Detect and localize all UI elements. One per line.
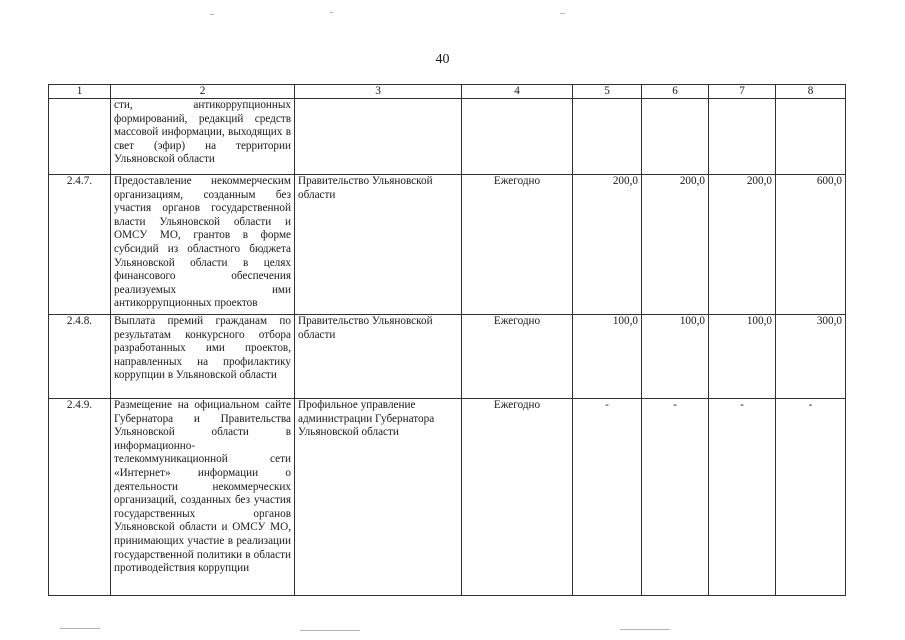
table-row: [49, 399, 846, 596]
item-value-6: [642, 99, 709, 175]
item-description: Размещение на официальном сайте Губернатора и Правительства Ульяновской области в информационно-телекоммуникационной сети «Интернет» информации о деятельности некоммерческих организаций, созданных без участия государственных органов Ульяновской области и ОМСУ МО, принимающих участие в реализации государственной политики в области противодействия коррупции: [111, 399, 295, 596]
program-table: [48, 84, 846, 596]
scan-speck: [620, 629, 670, 630]
item-value-8: 300,0: [776, 315, 846, 399]
item-number: 2.4.7.: [49, 175, 111, 315]
item-description: сти, антикоррупционных формирований, редакций средств массовой информации, выходящих в свет (эфир) на территории Ульяновской области: [111, 99, 295, 175]
item-value-7: 200,0: [709, 175, 776, 315]
scan-speck: [560, 13, 565, 14]
item-value-8: -: [776, 399, 846, 596]
page-number: 40: [435, 52, 450, 67]
item-number: [49, 99, 111, 175]
scan-speck: [330, 12, 333, 13]
item-value-6: -: [642, 399, 709, 596]
header-cell-2: 2: [111, 85, 295, 99]
header-cell-7: 7: [709, 85, 776, 99]
item-executor: Правительство Ульяновской области: [295, 175, 462, 315]
item-number: 2.4.9.: [49, 399, 111, 596]
scan-speck: [60, 628, 100, 629]
table-row: [49, 315, 846, 399]
item-executor: Профильное управление администрации Губернатора Ульяновской области: [295, 399, 462, 596]
header-cell-6: 6: [642, 85, 709, 99]
header-row: [49, 85, 846, 99]
item-term: Ежегодно: [462, 315, 573, 399]
header-cell-8: 8: [776, 85, 846, 99]
header-cell-4: 4: [462, 85, 573, 99]
table-row: [49, 175, 846, 315]
item-number: 2.4.8.: [49, 315, 111, 399]
item-term: Ежегодно: [462, 175, 573, 315]
header-cell-3: 3: [295, 85, 462, 99]
item-description: Выплата премий гражданам по результатам конкурсного отбора разработанных ими проектов, направленных на профилактику коррупции в Ульяновской области: [111, 315, 295, 399]
item-executor: [295, 99, 462, 175]
item-value-5: -: [573, 399, 642, 596]
item-value-5: [573, 99, 642, 175]
item-value-5: 200,0: [573, 175, 642, 315]
scan-speck: [210, 14, 214, 15]
header-cell-5: 5: [573, 85, 642, 99]
table-row: [49, 99, 846, 175]
item-value-7: -: [709, 399, 776, 596]
item-value-8: 600,0: [776, 175, 846, 315]
item-executor: Правительство Ульяновской области: [295, 315, 462, 399]
item-value-7: [709, 99, 776, 175]
item-value-6: 100,0: [642, 315, 709, 399]
item-term: Ежегодно: [462, 399, 573, 596]
scan-speck: [300, 630, 360, 631]
item-value-5: 100,0: [573, 315, 642, 399]
header-cell-1: 1: [49, 85, 111, 99]
item-value-8: [776, 99, 846, 175]
item-value-6: 200,0: [642, 175, 709, 315]
item-value-7: 100,0: [709, 315, 776, 399]
item-description: Предоставление некоммерческим организациям, созданным без участия органов государственной власти Ульяновской области и ОМСУ МО, грантов в форме субсидий из областного бюджета Ульяновской области в целях финансового обеспечения реализуемых ими антикоррупционных проектов: [111, 175, 295, 315]
item-term: [462, 99, 573, 175]
